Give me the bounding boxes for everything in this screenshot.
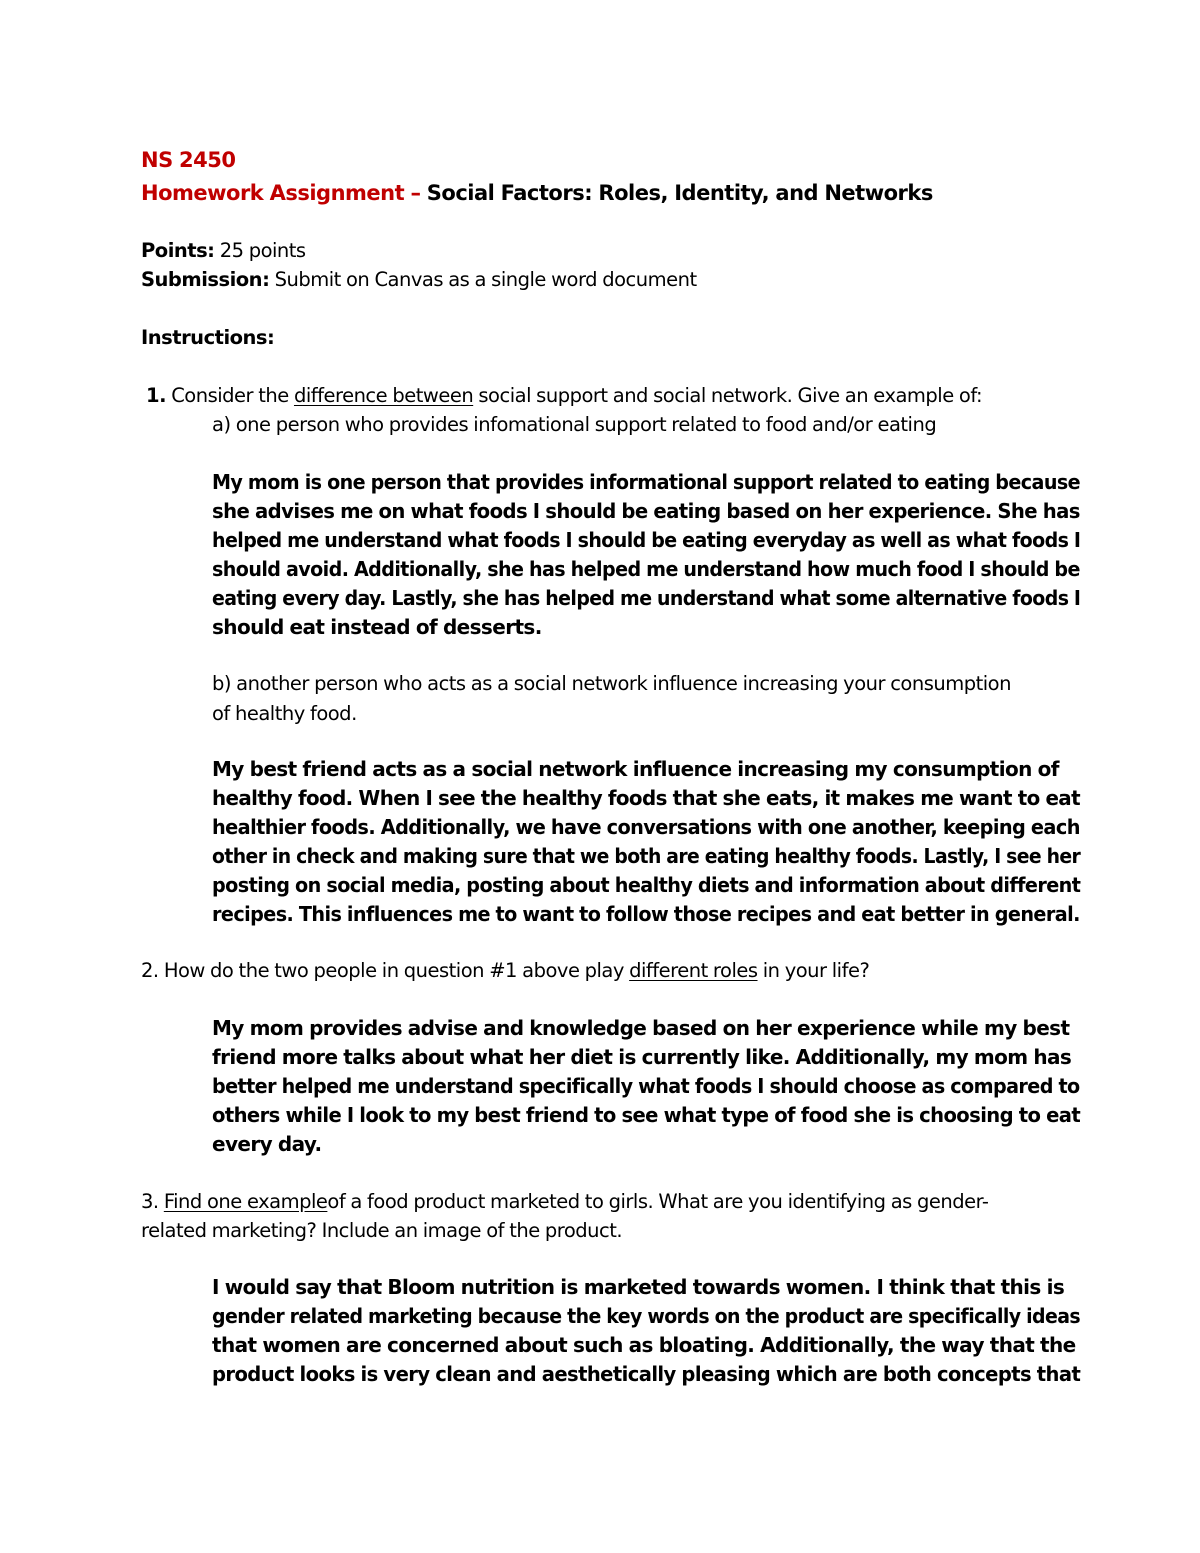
answer-1a-line: helped me understand what foods I should be eating everyday as well as what foods I	[212, 528, 1081, 552]
answer-1a-line: My mom is one person that provides informational support related to eating because	[212, 470, 1081, 494]
answer-1b-line: My best friend acts as a social network influence increasing my consumption of	[212, 757, 1059, 781]
answer-2-line: others while I look to my best friend to see what type of food she is choosing to eat	[212, 1103, 1081, 1127]
question-2-number: 2.	[141, 959, 159, 982]
question-2-emphasis: different roles	[629, 959, 758, 982]
answer-2-line: better helped me understand specifically what foods I should choose as compared to	[212, 1074, 1080, 1098]
assignment-topic: Social Factors: Roles, Identity, and Networks	[426, 181, 933, 205]
answer-1b-line: healthier foods. Additionally, we have conversations with one another, keeping each	[212, 815, 1080, 839]
points-line	[141, 238, 306, 264]
answer-1a-line: she advises me on what foods I should be eating based on her experience. She has	[212, 499, 1080, 523]
course-code: NS 2450	[141, 148, 236, 172]
answer-1a-line: should eat instead of desserts.	[212, 615, 542, 639]
answer-3-line: that women are concerned about such as bloating. Additionally, the way that the	[212, 1333, 1076, 1357]
question-3-number: 3.	[141, 1190, 159, 1213]
question-3-prompt	[141, 1189, 988, 1215]
question-1b-prompt-line: b) another person who acts as a social network influence increasing your consumption	[212, 672, 1011, 695]
question-1-prompt-pre: Consider the	[171, 384, 289, 407]
question-2-prompt	[141, 958, 869, 984]
question-1-emphasis: difference between	[293, 384, 474, 407]
question-2-prompt-pre: How do the two people in question #1 above play	[163, 959, 624, 982]
answer-1b-line: recipes. This influences me to want to follow those recipes and eat better in general.	[212, 902, 1080, 926]
points-value: 25 points	[219, 239, 306, 262]
answer-1b-line: other in check and making sure that we both are eating healthy foods. Lastly, I see her	[212, 844, 1081, 868]
question-3-prompt-post: of a food product marketed to girls. What are you identifying as gender-	[327, 1190, 989, 1213]
assignment-label: Homework Assignment –	[141, 181, 421, 205]
answer-1b-line: healthy food. When I see the healthy foods that she eats, it makes me want to eat	[212, 786, 1080, 810]
question-1-number: 1.	[146, 384, 166, 407]
answer-2-line: every day.	[212, 1132, 322, 1156]
question-2-prompt-post: in your life?	[762, 959, 870, 982]
question-1a-prompt: a) one person who provides infomational support related to food and/or eating	[212, 413, 937, 436]
instructions-heading: Instructions:	[141, 326, 275, 349]
assignment-title	[141, 180, 933, 206]
answer-2-line: friend more talks about what her diet is currently like. Additionally, my mom has	[212, 1045, 1072, 1069]
submission-line	[141, 267, 697, 293]
answer-3-line: gender related marketing because the key words on the product are specifically ideas	[212, 1304, 1081, 1328]
answer-1a-line: should avoid. Additionally, she has helped me understand how much food I should be	[212, 557, 1080, 581]
answer-3-line: I would say that Bloom nutrition is marketed towards women. I think that this is	[212, 1275, 1065, 1299]
answer-2-line: My mom provides advise and knowledge based on her experience while my best	[212, 1016, 1070, 1040]
answer-3-line: product looks is very clean and aesthetically pleasing which are both concepts that	[212, 1362, 1081, 1386]
question-1-prompt-post: social support and social network. Give an example of:	[478, 384, 983, 407]
points-label: Points:	[141, 239, 215, 262]
question-3-emphasis: Find one example	[163, 1190, 328, 1213]
question-1-prompt	[146, 383, 982, 409]
answer-1a-line: eating every day. Lastly, she has helped me understand what some alternative foods I	[212, 586, 1081, 610]
question-1b-prompt-line: of healthy food.	[212, 702, 357, 725]
answer-1b-line: posting on social media, posting about healthy diets and information about different	[212, 873, 1081, 897]
submission-value: Submit on Canvas as a single word document	[274, 268, 697, 291]
submission-label: Submission:	[141, 268, 270, 291]
question-3-prompt-line-2: related marketing? Include an image of the product.	[141, 1219, 623, 1242]
